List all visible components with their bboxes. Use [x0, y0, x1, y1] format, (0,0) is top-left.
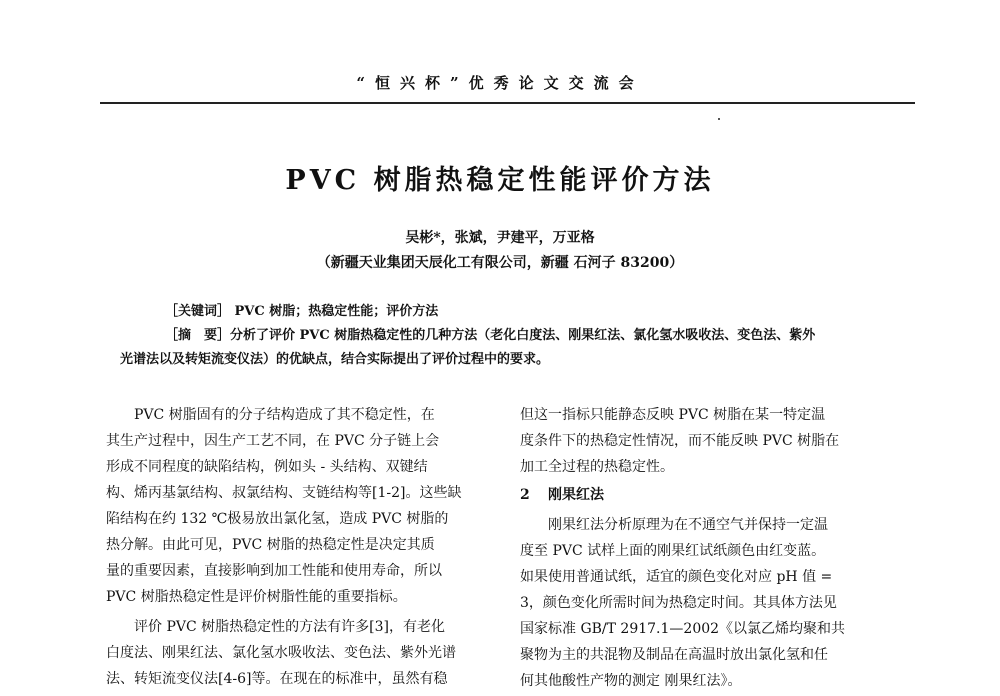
body-line: 但这一指标只能静态反映 PVC 树脂在某一特定温	[520, 407, 826, 423]
section-title: 刚果红法	[548, 487, 604, 503]
body-line: 形成不同程度的缺陷结构，例如头 - 头结构、双键结	[106, 459, 428, 475]
section-number: 2	[520, 487, 530, 503]
body-line: 3，颜色变化所需时间为热稳定时间。其具体方法见	[520, 595, 837, 611]
body-line: 构、烯丙基氯结构、叔氯结构、支链结构等[1-2]。这些缺	[106, 485, 462, 501]
header-rule	[100, 102, 915, 104]
body-line: 法、转矩流变仪法[4-6]等。在现在的标准中，虽然有稳	[106, 671, 448, 687]
body-line: 国家标准 GB/T 2917.1—2002《以氯乙烯均聚和共	[520, 621, 846, 637]
body-line: 量的重要因素，直接影响到加工性能和使用寿命，所以	[106, 563, 442, 579]
body-line: PVC 树脂固有的分子结构造成了其不稳定性，在	[106, 407, 435, 423]
body-line: 评价 PVC 树脂热稳定性的方法有许多[3]，有老化	[106, 619, 445, 635]
abstract-line-2: 光谱法以及转矩流变仪法）的优缺点，结合实际提出了评价过程中的要求。	[120, 352, 550, 367]
body-line: PVC 树脂热稳定性是评价树脂性能的重要指标。	[106, 589, 407, 605]
author-list: 吴彬*，张斌，尹建平，万亚格	[405, 230, 595, 246]
running-header: “恒兴杯”优秀论文交流会	[356, 74, 644, 92]
body-line: 陷结构在约 132 ℃极易放出氯化氢，造成 PVC 树脂的	[106, 511, 449, 527]
body-line: 聚物为主的共混物及制品在高温时放出氯化氢和任	[520, 647, 828, 663]
body-line: 加工全过程的热稳定性。	[520, 459, 674, 475]
body-line: 其生产过程中，因生产工艺不同，在 PVC 分子链上会	[106, 433, 440, 449]
body-line: 热分解。由此可见，PVC 树脂的热稳定性是决定其质	[106, 537, 435, 553]
body-line: 度条件下的热稳定性情况，而不能反映 PVC 树脂在	[520, 433, 840, 449]
body-line: 如果使用普通试纸，适宜的颜色变化对应 pH 值 =	[520, 569, 833, 585]
scan-speck	[718, 118, 720, 120]
body-line: 度至 PVC 试样上面的刚果红试纸颜色由红变蓝。	[520, 543, 826, 559]
keywords: ［关键词］ PVC 树脂；热稳定性能；评价方法	[165, 304, 439, 319]
section-heading	[520, 484, 604, 504]
body-line: 刚果红法分析原理为在不通空气并保持一定温	[520, 517, 828, 533]
affiliation: （新疆天业集团天辰化工有限公司，新疆 石河子 83200）	[316, 255, 684, 271]
body-line: 何其他酸性产物的测定 刚果红法》。	[520, 673, 742, 689]
abstract-line-1: ［摘 要］分析了评价 PVC 树脂热稳定性的几种方法（老化白度法、刚果红法、氯化氢水吸收法、变色法、紫外	[165, 328, 816, 343]
body-line: 白度法、刚果红法、氯化氢水吸收法、变色法、紫外光谱	[106, 645, 456, 661]
paper-title: PVC 树脂热稳定性能评价方法	[285, 165, 715, 196]
